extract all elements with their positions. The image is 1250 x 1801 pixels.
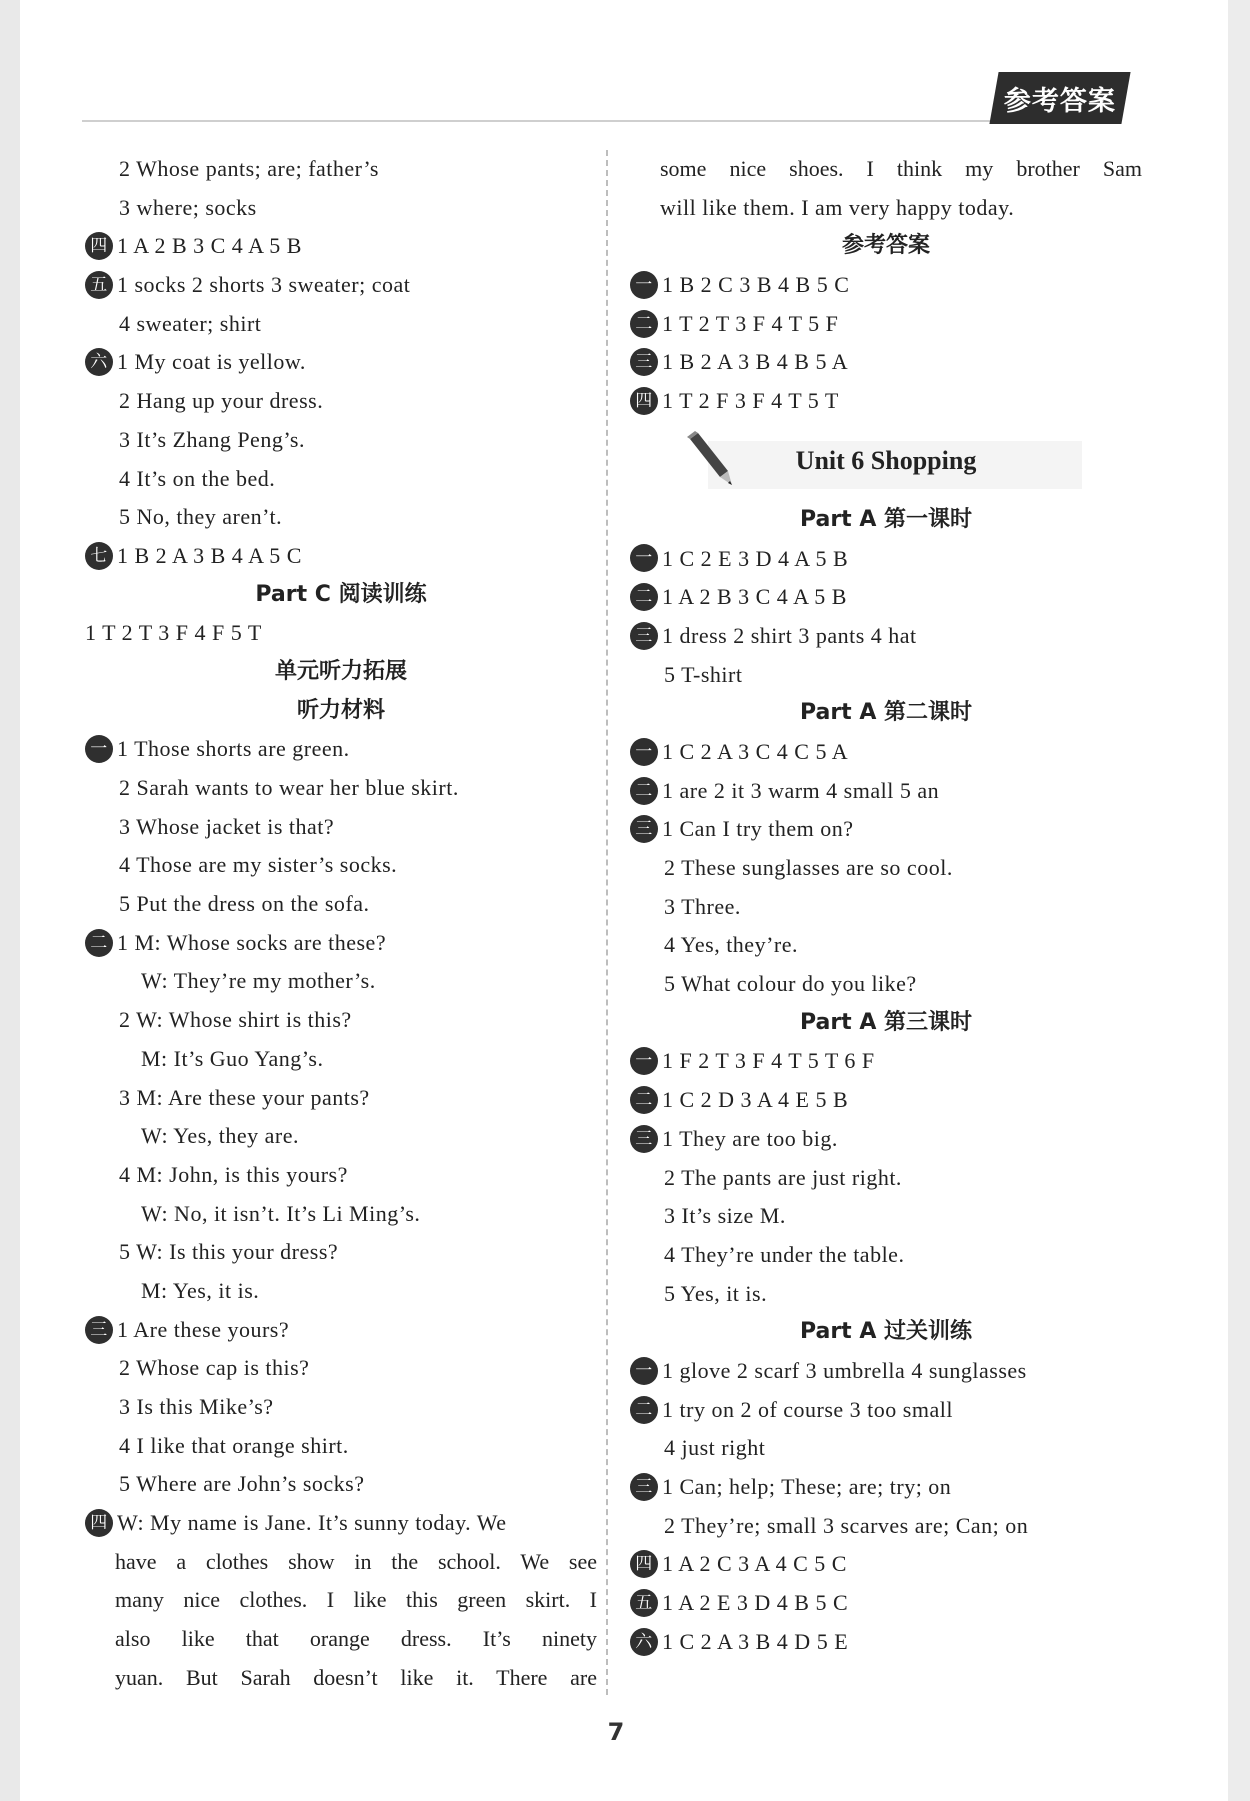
answer-line [630, 733, 1142, 772]
section-badge: 四 [630, 387, 658, 415]
answer-line [630, 1120, 1142, 1159]
answer-text: 1 Are these yours? [117, 1316, 290, 1342]
answer-line: M: Yes, it is. [141, 1277, 260, 1303]
answer-line [630, 1545, 1142, 1584]
left-column [85, 150, 597, 1698]
answer-line: 4 just right [664, 1435, 766, 1461]
page-number: 7 [586, 1712, 646, 1752]
answer-text: W: My name is Jane. It’s sunny today. We [117, 1510, 507, 1536]
answer-line [630, 1042, 1142, 1081]
answer-line: 5 Put the dress on the sofa. [119, 891, 370, 917]
section-badge: 六 [630, 1628, 658, 1656]
answer-text: 1 T 2 T 3 F 4 T 5 F [662, 310, 839, 336]
answer-text: 1 B 2 A 3 B 4 A 5 C [117, 542, 302, 568]
answer-text: 1 are 2 it 3 warm 4 small 5 an [662, 777, 940, 803]
answer-line [85, 730, 597, 769]
answer-line [85, 227, 597, 266]
answer-line: 5 W: Is this your dress? [119, 1239, 339, 1265]
section-badge: 一 [630, 738, 658, 766]
answer-text: 1 A 2 E 3 D 4 B 5 C [662, 1590, 849, 1616]
answer-line [630, 617, 1142, 656]
passage-line: have a clothes show in the school. We see [115, 1548, 597, 1574]
answer-line: 5 What colour do you like? [664, 971, 917, 997]
answer-text: 1 C 2 A 3 B 4 D 5 E [662, 1628, 849, 1654]
answer-text: 1 C 2 A 3 C 4 C 5 A [662, 738, 849, 764]
section-badge: 七 [85, 542, 113, 570]
section-badge: 五 [630, 1589, 658, 1617]
section-heading: 参考答案 [841, 233, 930, 259]
right-column [630, 150, 1142, 1661]
answer-line [630, 382, 1142, 421]
answer-text: 1 Those shorts are green. [117, 736, 350, 762]
answer-line [630, 578, 1142, 617]
answer-text: 1 glove 2 scarf 3 umbrella 4 sunglasses [662, 1357, 1027, 1383]
pencil-icon [684, 431, 734, 489]
header-rule [82, 120, 1092, 122]
answer-text: 1 A 2 C 3 A 4 C 5 C [662, 1551, 847, 1577]
answer-line: 5 Yes, it is. [664, 1280, 768, 1306]
answer-line: 2 They’re; small 3 scarves are; Can; on [664, 1512, 1029, 1538]
section-badge: 三 [630, 1473, 658, 1501]
section-badge: 一 [85, 735, 113, 763]
answer-line: 4 M: John, is this yours? [119, 1161, 348, 1187]
answer-line: 4 Those are my sister’s socks. [119, 852, 398, 878]
header-badge [989, 72, 1130, 124]
answer-text: 1 F 2 T 3 F 4 T 5 T 6 F [662, 1048, 875, 1074]
answer-line [630, 1391, 1142, 1430]
section-badge: 四 [85, 232, 113, 260]
answer-line [630, 540, 1142, 579]
passage-line: many nice clothes. I like this green skirt. I [115, 1587, 597, 1613]
answer-text: 1 B 2 C 3 B 4 B 5 C [662, 272, 850, 298]
unit-title-text: Unit 6 Shopping [795, 445, 977, 475]
section-badge: 三 [85, 1316, 113, 1344]
section-badge: 二 [630, 1396, 658, 1424]
answer-line [630, 1081, 1142, 1120]
section-badge: 三 [630, 348, 658, 376]
answer-text: 1 Can I try them on? [662, 816, 854, 842]
answer-line: 2 Sarah wants to wear her blue skirt. [119, 775, 459, 800]
section-heading: Part C 阅读训练 [255, 581, 427, 607]
section-heading: Part A 第一课时 [799, 506, 973, 532]
answer-line: 2 These sunglasses are so cool. [664, 855, 953, 880]
answer-line: 2 Whose cap is this? [119, 1355, 310, 1381]
section-heading: 单元听力拓展 [274, 658, 407, 684]
answer-line [630, 266, 1142, 305]
section-heading: Part A 第三课时 [799, 1009, 973, 1035]
answer-line [85, 343, 597, 382]
section-badge: 一 [630, 271, 658, 299]
answer-line: 1 T 2 T 3 F 4 F 5 T [85, 620, 262, 646]
answer-line: W: They’re my mother’s. [141, 968, 376, 994]
section-badge: 二 [630, 1086, 658, 1114]
answer-line: 3 It’s size M. [664, 1203, 786, 1229]
section-badge: 六 [85, 348, 113, 376]
answer-line: 4 sweater; shirt [119, 310, 262, 336]
answer-line [85, 1504, 597, 1543]
section-badge: 五 [85, 271, 113, 299]
answer-line: 2 Whose pants; are; father’s [119, 156, 379, 181]
answer-line: 5 No, they aren’t. [119, 504, 283, 530]
answer-text: 1 Can; help; These; are; try; on [662, 1474, 952, 1499]
section-heading: Part A 过关训练 [799, 1319, 973, 1345]
answer-text: 1 B 2 A 3 B 4 B 5 A [662, 349, 849, 375]
header-badge-text: 参考答案 [1004, 85, 1116, 117]
answer-line: 4 Yes, they’re. [664, 932, 798, 958]
answer-text: 1 My coat is yellow. [117, 349, 306, 375]
section-heading: Part A 第二课时 [799, 700, 973, 726]
answer-text: 1 M: Whose socks are these? [117, 929, 387, 955]
answer-line: 3 Whose jacket is that? [119, 813, 335, 839]
section-badge: 二 [85, 929, 113, 957]
answer-text: 1 They are too big. [662, 1125, 838, 1151]
answer-text: 1 dress 2 shirt 3 pants 4 hat [662, 622, 917, 648]
answer-line: 2 W: Whose shirt is this? [119, 1007, 352, 1033]
answer-line: 3 It’s Zhang Peng’s. [119, 426, 305, 452]
section-badge: 一 [630, 1047, 658, 1075]
answer-line [630, 1468, 1142, 1507]
section-badge: 一 [630, 544, 658, 572]
section-badge: 三 [630, 622, 658, 650]
answer-line [630, 810, 1142, 849]
answer-line: 3 Is this Mike’s? [119, 1394, 274, 1419]
answer-line: M: It’s Guo Yang’s. [141, 1045, 324, 1071]
answer-line: W: No, it isn’t. It’s Li Ming’s. [141, 1200, 421, 1226]
answer-text: 1 socks 2 shorts 3 sweater; coat [117, 272, 411, 298]
passage-line: also like that orange dress. It’s ninety [115, 1626, 597, 1652]
section-heading: 听力材料 [296, 697, 385, 723]
answer-line: W: Yes, they are. [141, 1123, 299, 1149]
answer-line: 5 Where are John’s socks? [119, 1471, 365, 1497]
section-badge: 三 [630, 815, 658, 843]
answer-text: 1 T 2 F 3 F 4 T 5 T [662, 388, 839, 414]
answer-text: 1 A 2 B 3 C 4 A 5 B [117, 233, 302, 259]
answer-line: 2 The pants are just right. [664, 1164, 902, 1190]
answer-text: 1 C 2 D 3 A 4 E 5 B [662, 1087, 849, 1113]
answer-line: 3 Three. [664, 893, 741, 919]
section-badge: 四 [630, 1550, 658, 1578]
passage-line: yuan. But Sarah doesn’t like it. There are [115, 1664, 597, 1690]
answer-line: 4 It’s on the bed. [119, 465, 276, 491]
answer-line [85, 537, 597, 576]
answer-line [85, 266, 597, 305]
section-badge: 四 [85, 1509, 113, 1537]
answer-line: 4 I like that orange shirt. [119, 1432, 349, 1458]
answer-line [630, 1584, 1142, 1623]
section-badge: 一 [630, 1357, 658, 1385]
column-divider [606, 150, 608, 1695]
answer-line: 3 where; socks [119, 194, 257, 220]
passage-line: will like them. I am very happy today. [660, 194, 1015, 220]
answer-line [85, 924, 597, 963]
section-badge: 三 [630, 1125, 658, 1153]
answer-line [630, 772, 1142, 811]
answer-line: 4 They’re under the table. [664, 1241, 905, 1267]
answer-line: 3 M: Are these your pants? [119, 1084, 370, 1110]
answer-line: 5 T-shirt [664, 661, 743, 687]
answer-line [630, 1623, 1142, 1662]
scan-edge-left [0, 0, 20, 1801]
answer-text: 1 try on 2 of course 3 too small [662, 1396, 953, 1422]
answer-line [85, 1311, 597, 1350]
section-badge: 二 [630, 310, 658, 338]
section-badge: 二 [630, 583, 658, 611]
answer-text: 1 A 2 B 3 C 4 A 5 B [662, 584, 847, 610]
answer-line [630, 1352, 1142, 1391]
scan-edge-right [1228, 0, 1250, 1801]
section-badge: 二 [630, 777, 658, 805]
answer-line [630, 343, 1142, 382]
answer-line: 2 Hang up your dress. [119, 388, 324, 414]
passage-line: some nice shoes. I think my brother Sam [660, 156, 1142, 181]
answer-text: 1 C 2 E 3 D 4 A 5 B [662, 545, 849, 571]
answer-line [630, 305, 1142, 344]
unit-title [630, 421, 1142, 501]
